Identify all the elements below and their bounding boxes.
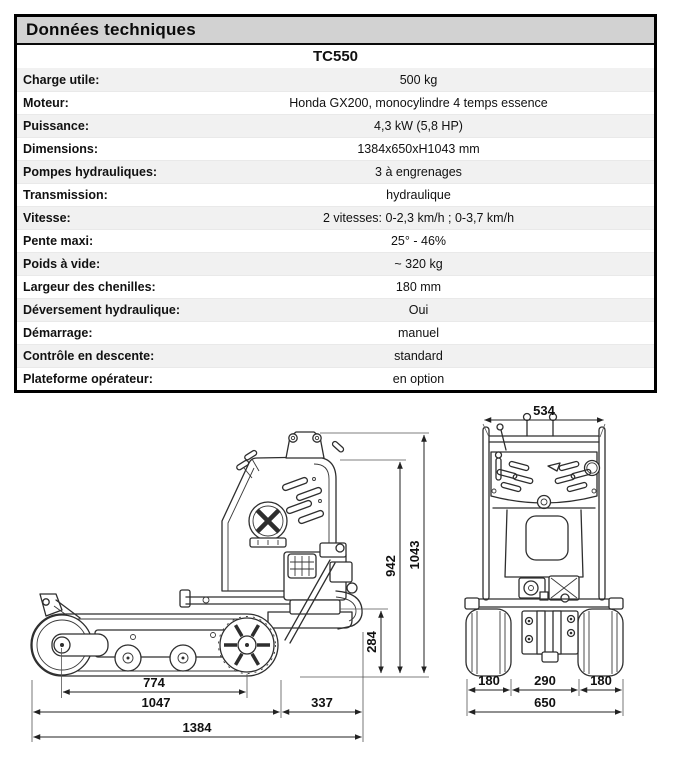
spec-value: 25° - 46% <box>390 234 447 248</box>
spec-value: 3 à engrenages <box>375 165 462 179</box>
spec-value: 1384x650xH1043 mm <box>357 142 480 156</box>
spec-label: Largeur des chenilles: <box>23 280 156 294</box>
spec-label: Pompes hydrauliques: <box>23 165 158 179</box>
spec-value: manuel <box>398 326 439 340</box>
dim-left-track-width: 180 <box>478 673 500 688</box>
dim-total-height: 1043 <box>407 540 422 570</box>
dim-track-length: 1047 <box>141 695 171 710</box>
spec-label: Déversement hydraulique: <box>23 303 180 317</box>
side-view-drawing <box>180 432 362 629</box>
spec-label: Dimensions: <box>23 142 99 156</box>
spec-value: en option <box>392 372 445 386</box>
spec-value: 500 kg <box>399 72 438 87</box>
spec-label: Plateforme opérateur: <box>23 372 153 386</box>
dim-total-width: 650 <box>534 695 556 710</box>
spec-label: Contrôle en descente: <box>23 349 155 363</box>
model-header: TC550 <box>312 48 359 65</box>
spec-label: Moteur: <box>23 96 69 110</box>
rear-view-drawing <box>465 414 623 677</box>
spec-label: Poids à vide: <box>23 257 101 271</box>
spec-label: Vitesse: <box>23 211 71 225</box>
spec-value: Honda GX200, monocylindre 4 temps essence <box>289 96 548 110</box>
dim-roller-span: 774 <box>143 675 165 690</box>
spec-value: 4,3 kW (5,8 HP) <box>374 119 463 133</box>
spec-label: Transmission: <box>23 188 108 202</box>
dim-top-width: 534 <box>533 403 555 418</box>
spec-label: Pente maxi: <box>23 234 94 248</box>
dim-right-track-width: 180 <box>590 673 612 688</box>
dim-platform-height: 284 <box>364 631 379 653</box>
spec-value: 180 mm <box>395 280 442 294</box>
table-title: Données techniques <box>17 17 654 45</box>
spec-label: Démarrage: <box>23 326 93 340</box>
spec-label: Charge utile: <box>23 72 100 87</box>
spec-value: Oui <box>408 303 429 317</box>
dim-frame-height: 942 <box>383 555 398 577</box>
spec-value: ~ 320 kg <box>394 257 443 271</box>
spec-value: hydraulique <box>386 188 451 202</box>
dim-rear-overhang: 337 <box>311 695 333 710</box>
spec-label: Puissance: <box>23 119 90 133</box>
spec-value: standard <box>394 349 443 363</box>
dim-total-length: 1384 <box>182 720 212 735</box>
dim-center-width: 290 <box>534 673 556 688</box>
spec-value: 2 vitesses: 0-2,3 km/h ; 0-3,7 km/h <box>322 211 515 225</box>
